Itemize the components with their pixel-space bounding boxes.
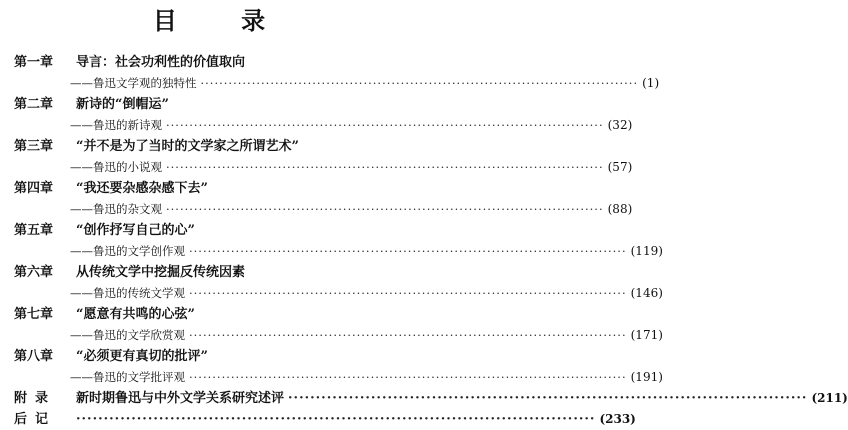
afterword-entry[interactable] bbox=[14, 409, 636, 430]
chapter-subtitle: ——鲁迅的传统文学观 bbox=[70, 286, 185, 300]
chapter-subtitle: ——鲁迅的新诗观 bbox=[70, 118, 162, 132]
leader-dots: ······························································································ bbox=[189, 286, 627, 300]
chapter-6-entry[interactable] bbox=[14, 283, 663, 304]
chapter-label: 第七章 bbox=[14, 307, 54, 322]
page-number: (119) bbox=[630, 244, 663, 258]
chapter-title: “愿意有共鸣的心弦” bbox=[76, 307, 195, 322]
chapter-subtitle: ——鲁迅的小说观 bbox=[70, 160, 162, 174]
page-number: (171) bbox=[630, 328, 663, 342]
chapter-8-entry[interactable] bbox=[14, 367, 663, 388]
chapter-subtitle: ——鲁迅的文学批评观 bbox=[70, 370, 185, 384]
chapter-6-heading[interactable] bbox=[14, 262, 410, 283]
page-number: (1) bbox=[642, 76, 660, 90]
leader-dots: ······························································································ bbox=[76, 412, 596, 427]
chapter-subtitle: ——鲁迅的杂文观 bbox=[70, 202, 162, 216]
page-number: (191) bbox=[630, 370, 663, 384]
chapter-subtitle: ——鲁迅的文学欣赏观 bbox=[70, 328, 185, 342]
page-title: 目 录 bbox=[152, 6, 294, 35]
leader-dots: ······························································································ bbox=[288, 391, 808, 406]
appendix-entry[interactable] bbox=[14, 388, 848, 409]
chapter-2-entry[interactable] bbox=[14, 115, 633, 136]
chapter-label: 第一章 bbox=[14, 55, 54, 70]
chapter-1-entry[interactable] bbox=[14, 73, 660, 94]
leader-dots: ······························································································ bbox=[166, 202, 604, 216]
chapter-7-heading[interactable] bbox=[14, 304, 410, 325]
chapter-4-entry[interactable] bbox=[14, 199, 633, 220]
chapter-5-entry[interactable] bbox=[14, 241, 663, 262]
chapter-7-entry[interactable] bbox=[14, 325, 663, 346]
chapter-title: “并不是为了当时的文学家之所谓艺术” bbox=[76, 139, 299, 154]
chapter-label: 第五章 bbox=[14, 223, 54, 238]
chapter-title: 从传统文学中挖掘反传统因素 bbox=[76, 265, 246, 280]
chapter-title: “我还要杂感杂感下去” bbox=[76, 181, 208, 196]
chapter-3-heading[interactable] bbox=[14, 136, 410, 157]
leader-dots: ······························································································ bbox=[166, 160, 604, 174]
page-number: (233) bbox=[599, 412, 636, 426]
appendix-title: 新时期鲁迅与中外文学关系研究述评 bbox=[76, 391, 285, 406]
chapter-2-heading[interactable] bbox=[14, 94, 410, 115]
chapter-subtitle: ——鲁迅文学观的独特性 bbox=[70, 76, 197, 90]
chapter-title: 新诗的“倒帽运” bbox=[76, 97, 169, 112]
page-number: (211) bbox=[811, 391, 848, 405]
chapter-title: 导言：社会功利性的价值取向 bbox=[76, 55, 246, 70]
chapter-label: 第八章 bbox=[14, 349, 54, 364]
chapter-5-heading[interactable] bbox=[14, 220, 410, 241]
chapter-label: 第六章 bbox=[14, 265, 54, 280]
chapter-4-heading[interactable] bbox=[14, 178, 410, 199]
table-of-contents bbox=[14, 52, 848, 430]
chapter-subtitle: ——鲁迅的文学创作观 bbox=[70, 244, 185, 258]
chapter-1-heading[interactable] bbox=[14, 52, 410, 73]
leader-dots: ······························································································ bbox=[189, 244, 627, 258]
page-number: (32) bbox=[607, 118, 633, 132]
chapter-title: “必须更有真切的批评” bbox=[76, 349, 208, 364]
leader-dots: ······························································································ bbox=[189, 328, 627, 342]
page-number: (146) bbox=[630, 286, 663, 300]
chapter-8-heading[interactable] bbox=[14, 346, 410, 367]
chapter-label: 第二章 bbox=[14, 97, 54, 112]
page-number: (88) bbox=[607, 202, 633, 216]
chapter-label: 第三章 bbox=[14, 139, 54, 154]
leader-dots: ······························································································ bbox=[189, 370, 627, 384]
chapter-title: “创作抒写自己的心” bbox=[76, 223, 195, 238]
leader-dots: ······························································································ bbox=[166, 118, 604, 132]
chapter-label: 第四章 bbox=[14, 181, 54, 196]
leader-dots: ······························································································ bbox=[200, 76, 639, 90]
page-number: (57) bbox=[607, 160, 633, 174]
afterword-label: 后记 bbox=[14, 412, 57, 427]
appendix-label: 附录 bbox=[14, 391, 57, 406]
chapter-3-entry[interactable] bbox=[14, 157, 633, 178]
